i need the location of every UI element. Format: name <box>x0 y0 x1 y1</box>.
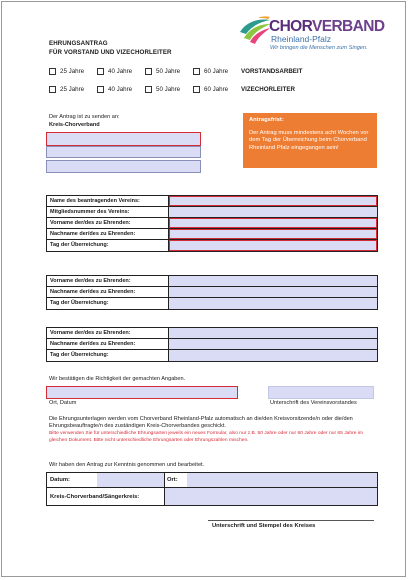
table-row: Mitgliedsnummer des Vereins: <box>47 207 377 218</box>
logo-name-part1: CHOR <box>269 18 312 35</box>
member-number-input[interactable] <box>169 207 377 217</box>
logo-region: Rheinland-Pfalz <box>271 34 332 44</box>
logo-name-part2: VERBAND <box>311 18 385 35</box>
table-row: Nachname der/des zu Ehrenden: <box>47 287 377 298</box>
stamp-signature-line <box>208 520 374 521</box>
table-row: Name des beantragenden Vereins: <box>47 196 377 207</box>
deadline-text: Der Antrag muss mindestens acht Wochen vor dem Tag der Überreichung beim Chorverband Rheinland Pfalz eingegangen sein! <box>249 129 369 151</box>
date-input-2[interactable] <box>169 298 377 309</box>
club-signature-input[interactable] <box>268 386 374 399</box>
option-25-vize[interactable]: 25 Jahre <box>49 86 97 93</box>
honoree-table-2 <box>46 275 378 310</box>
honoree-table-3 <box>46 327 378 362</box>
district-table <box>46 472 378 506</box>
firstname-input-1[interactable] <box>169 218 377 228</box>
table-row: Vorname der/des zu Ehrenden: <box>47 328 377 339</box>
title-line-1: EHRUNGSANTRAG <box>49 40 108 47</box>
send-to-line1: Der Antrag ist zu senden an: <box>49 114 120 120</box>
stamp-signature-label: Unterschrift und Stempel des Kreises <box>212 523 316 529</box>
checkbox[interactable] <box>193 86 200 93</box>
info-text: Die Ehrungsunterlagen werden vom Chorverband Rheinland-Pfalz automatisch an die/den Kreisvorsitzende/n oder die/den Ehrungsbeauftragte/n des zuständigen Kreis-Chorverbandes geschickt. <box>49 416 353 430</box>
logo-swoosh-icon <box>238 16 272 46</box>
date-input-1[interactable] <box>169 240 377 251</box>
kenntnis-text: Wir haben den Antrag zur Kenntnis genommen und bearbeitet. <box>49 462 205 468</box>
address-field-1[interactable] <box>46 132 201 146</box>
date-input-3[interactable] <box>169 350 377 361</box>
kreis-label: Kreis-Chorverband/Sängerkreis: <box>50 494 140 500</box>
send-to-line2: Kreis-Chorverband <box>49 122 100 128</box>
chorverband-logo <box>238 16 388 54</box>
checkbox-row-vizechorleiter <box>49 84 295 94</box>
info-warning-text: Bitte verwenden Sie für unterschiedliche Ehrungsarten jeweils ein neues Formular, also nur z.B. 50 Jahre oder nur 60 Jahre oder nur 65 Jahre im gleichen Dokument. Bitte nicht unterschiedliche Ehrungsarten oder Ehrungszahlen mischen. <box>49 431 363 443</box>
club-signature-label: Unterschrift des Vereinsvorstandes <box>270 400 357 406</box>
checkbox[interactable] <box>97 68 104 75</box>
lastname-input-2[interactable] <box>169 287 377 297</box>
divider <box>164 473 165 487</box>
table-row: Tag der Überreichung: <box>47 240 377 251</box>
checkbox[interactable] <box>193 68 200 75</box>
ort-input[interactable] <box>187 473 377 487</box>
checkbox[interactable] <box>145 86 152 93</box>
place-date-label: Ort, Datum <box>49 400 77 406</box>
option-25-vorstand[interactable]: 25 Jahre <box>49 68 97 75</box>
address-field-2[interactable] <box>46 146 201 158</box>
firstname-input-3[interactable] <box>169 328 377 338</box>
option-60-vize[interactable]: 60 Jahre <box>193 86 241 93</box>
datum-input[interactable] <box>97 473 164 487</box>
option-50-vorstand[interactable]: 50 Jahre <box>145 68 193 75</box>
option-40-vorstand[interactable]: 40 Jahre <box>97 68 145 75</box>
deadline-title: Antragsfrist: <box>249 117 284 123</box>
logo-tagline: Wir bringen die Menschen zum Singen. <box>270 45 368 51</box>
deadline-notice <box>243 113 377 168</box>
place-date-input[interactable] <box>46 386 238 399</box>
lastname-input-1[interactable] <box>169 229 377 239</box>
table-row: Tag der Überreichung: <box>47 298 377 309</box>
title-line-2: FÜR VORSTAND UND VIZECHORLEITER <box>49 48 172 56</box>
form-title <box>49 40 172 57</box>
category-label-vorstand: VORSTANDSARBEIT <box>241 67 303 75</box>
honoree-table-1 <box>46 195 378 252</box>
option-40-vize[interactable]: 40 Jahre <box>97 86 145 93</box>
category-label-vize: VIZECHORLEITER <box>241 85 295 93</box>
ort-label: Ort: <box>167 477 178 483</box>
checkbox[interactable] <box>49 68 56 75</box>
kreis-input[interactable] <box>165 488 377 505</box>
option-60-vorstand[interactable]: 60 Jahre <box>193 68 241 75</box>
option-50-vize[interactable]: 50 Jahre <box>145 86 193 93</box>
table-row <box>47 488 377 505</box>
form-page <box>1 1 406 577</box>
lastname-input-3[interactable] <box>169 339 377 349</box>
checkbox[interactable] <box>49 86 56 93</box>
address-field-3[interactable] <box>46 160 201 173</box>
table-row: Tag der Überreichung: <box>47 350 377 361</box>
checkbox[interactable] <box>145 68 152 75</box>
confirm-text: Wir bestätigen die Richtigkeit der gemachten Angaben. <box>49 376 186 382</box>
table-row <box>47 473 377 488</box>
firstname-input-2[interactable] <box>169 276 377 286</box>
table-row: Vorname der/des zu Ehrenden: <box>47 218 377 229</box>
datum-label: Datum: <box>50 477 70 483</box>
table-row: Nachname der/des zu Ehrenden: <box>47 339 377 350</box>
table-row: Nachname der/des zu Ehrenden: <box>47 229 377 240</box>
checkbox-row-vorstand <box>49 66 302 76</box>
club-name-input[interactable] <box>169 196 377 206</box>
checkbox[interactable] <box>97 86 104 93</box>
table-row: Vorname der/des zu Ehrenden: <box>47 276 377 287</box>
